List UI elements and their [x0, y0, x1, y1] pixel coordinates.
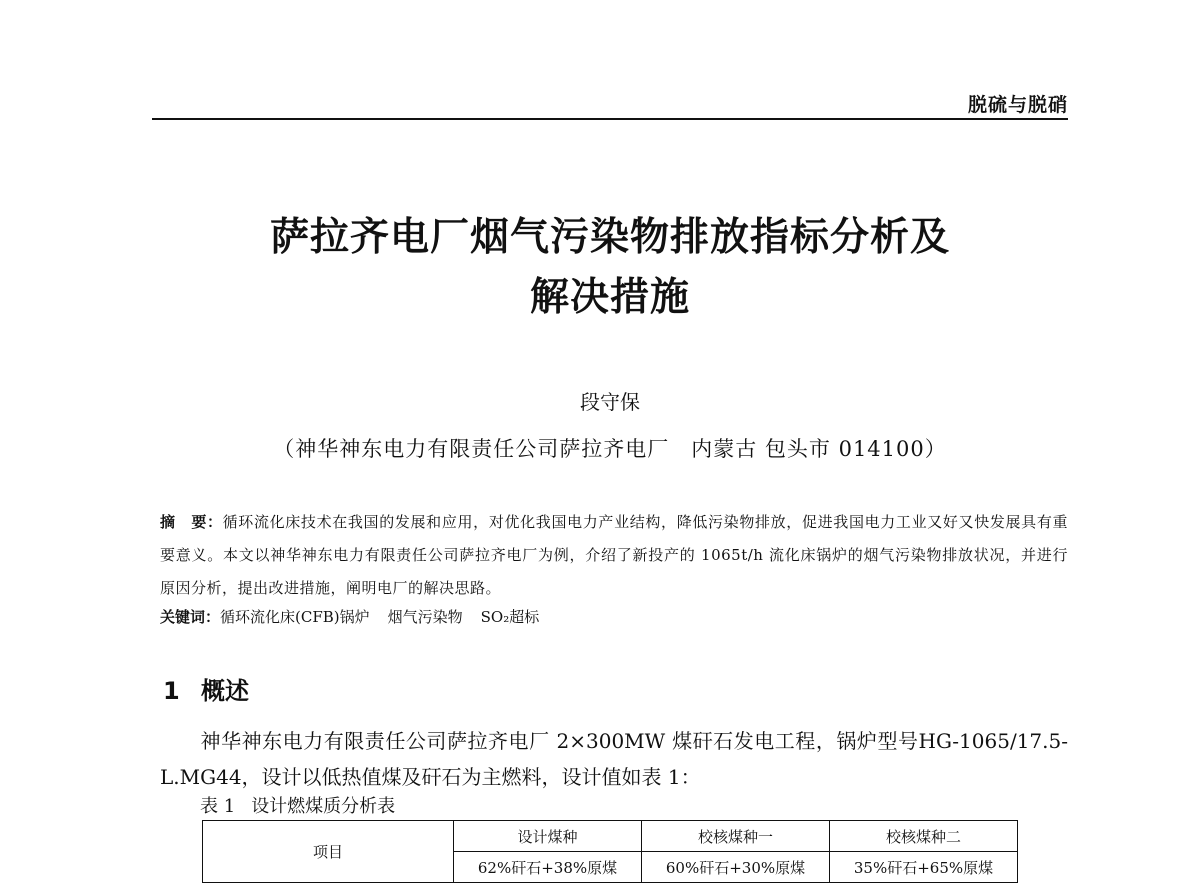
keyword-item: 烟气污染物	[387, 608, 463, 626]
paper-title	[152, 208, 1068, 328]
author-name: 段守保	[580, 390, 640, 414]
keywords-label: 关键词：	[160, 608, 221, 626]
keyword-item: SO₂超标	[480, 608, 540, 626]
section-heading	[163, 671, 249, 706]
table-column-header: 设计煤种	[454, 821, 642, 852]
coal-analysis-table	[202, 820, 1018, 883]
body-paragraph-text: 神华神东电力有限责任公司萨拉齐电厂 2×300MW 煤矸石发电工程，锅炉型号HG-1065/17.5-L.MG44，设计以低热值煤及矸石为主燃料，设计值如表 1：	[160, 729, 1068, 789]
table-caption	[200, 792, 395, 818]
table-caption-number: 表 1	[200, 796, 236, 817]
table-column-header: 校核煤种一	[642, 821, 830, 852]
paper-title-line2: 解决措施	[529, 275, 690, 320]
keywords	[160, 604, 1068, 630]
section-title: 概述	[201, 677, 249, 705]
paper-title-line1: 萨拉齐电厂烟气污染物排放指标分析及	[269, 215, 950, 260]
author-affiliation: （神华神东电力有限责任公司萨拉齐电厂 内蒙古 包头市 014100）	[273, 437, 947, 461]
body-paragraph	[160, 723, 1068, 795]
table-row-header-cell: 项目	[203, 821, 454, 883]
header-rule	[152, 118, 1068, 120]
table-column-subheader: 60%矸石+30%原煤	[642, 852, 830, 883]
journal-section-label: 脱硫与脱硝	[967, 94, 1068, 116]
abstract	[160, 506, 1068, 605]
abstract-text: 循环流化床技术在我国的发展和应用，对优化我国电力产业结构，降低污染物排放，促进我国电力工业又好又快发展具有重要意义。本文以神华神东电力有限责任公司萨拉齐电厂为例，介绍了新投产的 1065t/h 流化床锅炉的烟气污染物排放状况，并进行原因分析，提出改进措施，阐明电厂的解决思路。	[160, 513, 1068, 597]
table-header-row	[203, 821, 1018, 852]
abstract-label: 摘 要：	[160, 513, 223, 531]
table-caption-title: 设计燃煤质分析表	[251, 796, 396, 817]
keyword-item: 循环流化床(CFB)锅炉	[220, 608, 370, 626]
table-column-subheader: 62%矸石+38%原煤	[454, 852, 642, 883]
table-column-subheader: 35%矸石+65%原煤	[830, 852, 1018, 883]
section-number: 1	[163, 677, 180, 705]
table-column-header: 校核煤种二	[830, 821, 1018, 852]
